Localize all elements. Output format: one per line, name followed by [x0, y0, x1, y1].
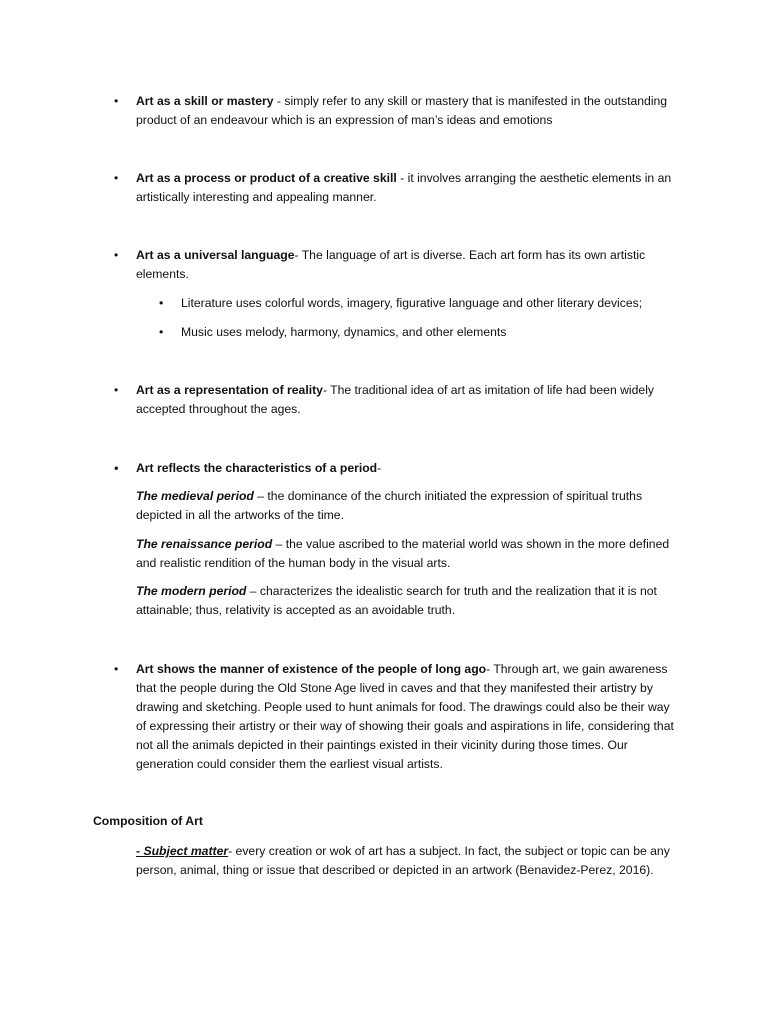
- period-text: – the dominance of the church initiated the expression of spiritual truths depicted in all the artworks of the time.: [136, 489, 643, 522]
- bullet-glyph: •: [159, 325, 164, 339]
- period-text: – the value ascribed to the material world was shown in the more defined and realistic rendition of the human body in the visual arts.: [136, 537, 670, 570]
- subject-matter-term: - Subject matter: [136, 844, 229, 858]
- sub-bullet-text: Music uses melody, harmony, dynamics, and other elements: [181, 325, 507, 339]
- bullet-term: Art reflects the characteristics of a period: [136, 461, 378, 475]
- period-renaissance: [136, 535, 682, 573]
- bullet-glyph: •: [114, 94, 119, 108]
- period-term: The renaissance period: [136, 537, 273, 551]
- bullet-term: Art as a representation of reality: [136, 383, 323, 397]
- subject-matter-text: - every creation or wok of art has a subject. In fact, the subject or topic can be any person, animal, thing or issue that described or depicted in an artwork (Benavidez-Perez, 2016).: [136, 844, 670, 877]
- period-term: The modern period: [136, 584, 247, 598]
- bullet-term: Art as a process or product of a creative skill: [136, 171, 397, 185]
- bullet-text: - Through art, we gain awareness that the people during the Old Stone Age lived in caves and that they manifested their artistry by drawing and sketching. People used to hunt animals for food. The drawings could also be their way of expressing their artistry or their way of showing their goals and aspirations in life, considering that not all the animals depicted in their paintings existed in their vicinity during those times. Our generation could consider them the earliest visual artists.: [136, 662, 674, 771]
- sub-bullet-literature: [159, 294, 681, 313]
- sub-bullet-music: [159, 323, 681, 342]
- sub-bullet-text: Literature uses colorful words, imagery, figurative language and other literary devices;: [181, 296, 643, 310]
- bullet-glyph: •: [114, 461, 119, 475]
- bullet-item-characteristics-period: [114, 459, 682, 478]
- bullet-item-process-product: [114, 169, 682, 207]
- bullet-glyph: •: [114, 383, 119, 397]
- bullet-term: Art shows the manner of existence of the people of long ago: [136, 662, 487, 676]
- period-modern: [136, 582, 682, 620]
- bullet-glyph: •: [114, 171, 119, 185]
- period-term: The medieval period: [136, 489, 254, 503]
- bullet-text: - simply refer to any skill or mastery that is manifested in the outstanding product of an endeavour which is an expression of man’s ideas and emotions: [136, 94, 668, 127]
- bullet-item-skill-mastery: [114, 92, 682, 130]
- bullet-term: Art as a skill or mastery: [136, 94, 274, 108]
- bullet-term: Art as a universal language: [136, 248, 295, 262]
- bullet-glyph: •: [159, 296, 164, 310]
- bullet-text: - The traditional idea of art as imitation of life had been widely accepted throughout the ages.: [136, 383, 654, 416]
- bullet-item-universal-language: [114, 246, 682, 284]
- bullet-item-manner-existence: [114, 660, 682, 774]
- composition-heading: Composition of Art: [93, 814, 203, 828]
- bullet-text: - it involves arranging the aesthetic elements in an artistically interesting and appealing manner.: [136, 171, 672, 204]
- bullet-text: -: [377, 461, 382, 475]
- period-medieval: [136, 487, 682, 525]
- period-text: – characterizes the idealistic search for truth and the realization that it is not attainable; thus, relativity is accepted as an avoidable truth.: [136, 584, 657, 617]
- bullet-glyph: •: [114, 662, 119, 676]
- bullet-text: - The language of art is diverse. Each art form has its own artistic elements.: [136, 248, 646, 281]
- subject-matter-paragraph: [136, 842, 682, 880]
- bullet-item-representation-reality: [114, 381, 682, 419]
- bullet-glyph: •: [114, 248, 119, 262]
